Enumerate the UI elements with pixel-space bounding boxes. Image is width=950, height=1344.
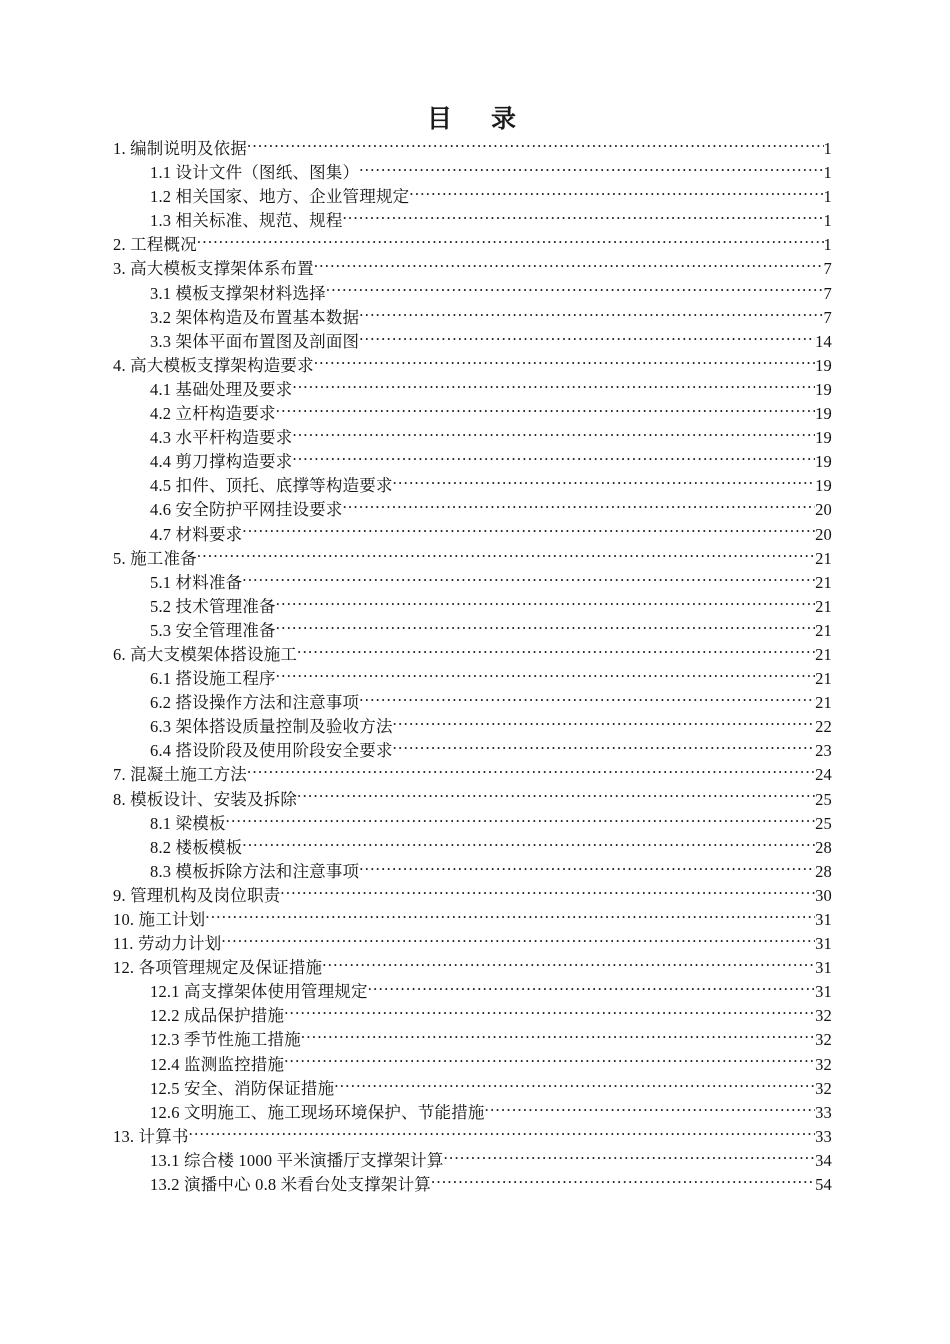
- toc-entry-label: 5. 施工准备: [113, 548, 197, 568]
- toc-page-number: 33: [815, 1102, 832, 1122]
- toc-dot-leader: [280, 884, 815, 901]
- toc-dot-leader: [247, 138, 824, 155]
- toc-entry-label: 13. 计算书: [113, 1126, 189, 1146]
- toc-page-number: 31: [815, 958, 832, 978]
- toc-page-number: 22: [815, 717, 832, 737]
- toc-dot-leader: [359, 860, 815, 877]
- toc-entry-label: 13.1 综合楼 1000 平米演播厅支撑架计算: [150, 1150, 444, 1170]
- toc-dot-leader: [221, 933, 815, 950]
- toc-entry-label: 10. 施工计划: [113, 910, 206, 929]
- toc-page-number: 32: [815, 1006, 832, 1026]
- toc-page-number: 19: [815, 379, 832, 399]
- toc-page-number: 14: [815, 331, 832, 351]
- toc-entry[interactable]: [113, 980, 832, 1004]
- toc-entry[interactable]: [113, 1101, 832, 1125]
- toc-page-number: 33: [815, 1126, 832, 1146]
- toc-page-number: 31: [815, 934, 832, 954]
- toc-entry-label: 1.1 设计文件（图纸、图集）: [150, 163, 360, 183]
- toc-entry[interactable]: [113, 330, 832, 354]
- toc-entry-label: 8.3 模板拆除方法和注意事项: [150, 861, 360, 881]
- toc-entry-label: 4.6 安全防护平网挂设要求: [150, 500, 343, 520]
- toc-entry[interactable]: [113, 1149, 832, 1173]
- toc-dot-leader: [359, 692, 815, 709]
- toc-dot-leader: [242, 523, 815, 540]
- toc-entry-label: 5.1 材料准备: [150, 572, 243, 592]
- toc-page-number: 19: [815, 404, 832, 424]
- toc-dot-leader: [292, 378, 815, 395]
- toc-entry-label: 6.3 架体搭设质量控制及验收方法: [150, 717, 393, 737]
- toc-dot-leader: [276, 403, 815, 420]
- toc-page-number: 19: [815, 452, 832, 472]
- toc-page-number: 1: [823, 163, 832, 183]
- toc-dot-leader: [359, 162, 823, 179]
- toc-page-number: 23: [815, 741, 832, 761]
- toc-dot-leader: [205, 909, 815, 926]
- toc-entry-label: 3.2 架体构造及布置基本数据: [150, 307, 360, 327]
- toc-page-number: 30: [815, 885, 832, 905]
- toc-entry[interactable]: [113, 908, 832, 932]
- toc-page-number: 7: [823, 259, 832, 279]
- toc-entry[interactable]: [113, 257, 832, 281]
- toc-entry-label: 1.2 相关国家、地方、企业管理规定: [150, 187, 410, 207]
- toc-dot-leader: [314, 354, 815, 371]
- toc-page-number: 28: [815, 837, 832, 857]
- toc-dot-leader: [444, 1149, 816, 1166]
- toc-dot-leader: [314, 258, 824, 275]
- toc-page-number: 7: [823, 307, 832, 327]
- toc-page-number: 1: [823, 187, 832, 207]
- toc-page-number: 19: [815, 355, 832, 375]
- toc-entry[interactable]: [113, 1077, 832, 1101]
- toc-page-number: 32: [815, 1078, 832, 1098]
- table-of-contents: [0, 137, 950, 1197]
- toc-dot-leader: [368, 981, 815, 998]
- toc-entry-label: 4.1 基础处理及要求: [150, 379, 293, 399]
- toc-entry-label: 4.7 材料要求: [150, 524, 243, 544]
- toc-dot-leader: [322, 957, 815, 974]
- toc-entry-label: 1.3 相关标准、规范、规程: [150, 211, 343, 231]
- toc-dot-leader: [276, 595, 815, 612]
- toc-entry-label: 4.4 剪刀撑构造要求: [150, 452, 293, 472]
- toc-entry-label: 7. 混凝土施工方法: [113, 765, 247, 785]
- toc-page-number: 31: [815, 910, 832, 929]
- toc-page-number: 19: [815, 476, 832, 496]
- toc-entry-label: 8.1 梁模板: [150, 813, 226, 833]
- toc-dot-leader: [197, 547, 815, 564]
- toc-entry-label: 2. 工程概况: [113, 235, 197, 255]
- toc-page-number: 25: [815, 789, 832, 809]
- toc-entry-label: 4.2 立杆构造要求: [150, 404, 276, 424]
- toc-entry-label: 5.3 安全管理准备: [150, 620, 276, 640]
- toc-dot-leader: [393, 716, 815, 733]
- toc-dot-leader: [326, 282, 824, 299]
- toc-entry[interactable]: [113, 836, 832, 860]
- toc-entry-label: 3. 高大模板支撑架体系布置: [113, 259, 314, 279]
- toc-entry-label: 8. 模板设计、安装及拆除: [113, 789, 298, 809]
- toc-page-number: 1: [823, 139, 832, 158]
- toc-entry[interactable]: [113, 788, 832, 812]
- toc-dot-leader: [409, 186, 823, 203]
- toc-dot-leader: [343, 499, 816, 516]
- toc-dot-leader: [343, 210, 824, 227]
- toc-entry[interactable]: [113, 161, 832, 185]
- toc-dot-leader: [276, 619, 815, 636]
- toc-entry[interactable]: [113, 498, 832, 522]
- toc-page-number: 31: [815, 982, 832, 1002]
- toc-entry[interactable]: [113, 523, 832, 547]
- toc-entry-label: 6.4 搭设阶段及使用阶段安全要求: [150, 741, 393, 761]
- toc-page-number: 21: [815, 644, 832, 664]
- toc-dot-leader: [359, 306, 823, 323]
- toc-entry-label: 4.3 水平杆构造要求: [150, 428, 293, 448]
- toc-entry[interactable]: [113, 956, 832, 980]
- toc-entry[interactable]: [113, 474, 832, 498]
- toc-entry[interactable]: [113, 137, 832, 161]
- toc-entry-label: 12.2 成品保护措施: [150, 1006, 285, 1026]
- toc-dot-leader: [359, 330, 815, 347]
- toc-page-number: 1: [823, 235, 832, 255]
- toc-dot-leader: [189, 1125, 815, 1142]
- toc-dot-leader: [292, 427, 815, 444]
- toc-page-number: 20: [815, 524, 832, 544]
- toc-entry-label: 12.1 高支撑架体使用管理规定: [150, 982, 368, 1002]
- toc-entry-label: 4. 高大模板支撑架构造要求: [113, 355, 314, 375]
- toc-entry[interactable]: [113, 450, 832, 474]
- toc-page-number: 20: [815, 500, 832, 520]
- toc-entry[interactable]: [113, 1173, 832, 1197]
- toc-page-number: 1: [823, 211, 832, 231]
- toc-entry-label: 6.2 搭设操作方法和注意事项: [150, 693, 360, 713]
- toc-entry-label: 12. 各项管理规定及保证措施: [113, 958, 323, 978]
- toc-dot-leader: [226, 812, 815, 829]
- toc-entry[interactable]: [113, 306, 832, 330]
- toc-page-number: 21: [815, 669, 832, 689]
- toc-page-number: 54: [815, 1175, 832, 1195]
- toc-entry-label: 13.2 演播中心 0.8 米看台处支撑架计算: [150, 1175, 431, 1195]
- toc-entry-label: 3.1 模板支撑架材料选择: [150, 283, 326, 303]
- toc-entry[interactable]: [113, 402, 832, 426]
- toc-entry-label: 6. 高大支模架体搭设施工: [113, 644, 298, 664]
- toc-dot-leader: [276, 668, 815, 685]
- toc-entry[interactable]: [113, 1028, 832, 1052]
- toc-entry[interactable]: [113, 932, 832, 956]
- toc-page-number: 19: [815, 428, 832, 448]
- toc-dot-leader: [431, 1174, 815, 1191]
- toc-dot-leader: [247, 764, 815, 781]
- toc-entry[interactable]: [113, 763, 832, 787]
- toc-page-number: 32: [815, 1054, 832, 1074]
- toc-entry[interactable]: [113, 812, 832, 836]
- toc-page-number: 34: [815, 1150, 832, 1170]
- toc-page-number: 21: [815, 596, 832, 616]
- toc-entry[interactable]: [113, 860, 832, 884]
- toc-page-number: 21: [815, 572, 832, 592]
- toc-entry-label: 12.4 监测监控措施: [150, 1054, 285, 1074]
- toc-entry[interactable]: [113, 691, 832, 715]
- toc-dot-leader: [297, 788, 815, 805]
- toc-dot-leader: [301, 1029, 815, 1046]
- toc-entry[interactable]: [113, 619, 832, 643]
- toc-entry[interactable]: [113, 1053, 832, 1077]
- toc-entry-label: 9. 管理机构及岗位职责: [113, 885, 281, 905]
- toc-entry-label: 5.2 技术管理准备: [150, 596, 276, 616]
- toc-entry[interactable]: [113, 595, 832, 619]
- toc-dot-leader: [485, 1101, 815, 1118]
- toc-dot-leader: [334, 1077, 815, 1094]
- toc-entry[interactable]: [113, 571, 832, 595]
- toc-entry-label: 3.3 架体平面布置图及剖面图: [150, 331, 360, 351]
- toc-entry[interactable]: [113, 185, 832, 209]
- page-title: 目 录: [426, 106, 523, 133]
- toc-dot-leader: [242, 571, 815, 588]
- toc-page-number: 28: [815, 861, 832, 881]
- toc-entry[interactable]: [113, 1125, 832, 1149]
- toc-dot-leader: [284, 1005, 815, 1022]
- toc-dot-leader: [393, 740, 815, 757]
- toc-dot-leader: [292, 451, 815, 468]
- toc-entry[interactable]: [113, 282, 832, 306]
- toc-entry[interactable]: [113, 667, 832, 691]
- toc-entry-label: 12.5 安全、消防保证措施: [150, 1078, 335, 1098]
- toc-entry[interactable]: [113, 884, 832, 908]
- toc-entry[interactable]: [113, 426, 832, 450]
- toc-dot-leader: [297, 643, 815, 660]
- toc-entry-label: 1. 编制说明及依据: [113, 139, 247, 158]
- toc-entry[interactable]: [113, 354, 832, 378]
- toc-entry-label: 8.2 楼板模板: [150, 837, 243, 857]
- toc-entry[interactable]: [113, 233, 832, 257]
- toc-page-number: 7: [823, 283, 832, 303]
- toc-entry[interactable]: [113, 1004, 832, 1028]
- toc-entry-label: 4.5 扣件、顶托、底撑等构造要求: [150, 476, 393, 496]
- toc-entry[interactable]: [113, 715, 832, 739]
- toc-page-number: 24: [815, 765, 832, 785]
- toc-entry[interactable]: [113, 739, 832, 763]
- toc-entry[interactable]: [113, 378, 832, 402]
- toc-page-number: 21: [815, 620, 832, 640]
- toc-page-number: 21: [815, 693, 832, 713]
- toc-page-number: 32: [815, 1030, 832, 1050]
- toc-entry-label: 11. 劳动力计划: [113, 934, 222, 954]
- toc-entry-label: 12.6 文明施工、施工现场环境保护、节能措施: [150, 1102, 485, 1122]
- toc-dot-leader: [393, 475, 815, 492]
- toc-dot-leader: [197, 234, 824, 251]
- toc-dot-leader: [242, 836, 815, 853]
- toc-page-number: 25: [815, 813, 832, 833]
- toc-entry[interactable]: [113, 209, 832, 233]
- toc-entry[interactable]: [113, 547, 832, 571]
- toc-entry[interactable]: [113, 643, 832, 667]
- toc-entry-label: 12.3 季节性施工措施: [150, 1030, 301, 1050]
- toc-dot-leader: [284, 1053, 815, 1070]
- toc-entry-label: 6.1 搭设施工程序: [150, 669, 276, 689]
- toc-page-number: 21: [815, 548, 832, 568]
